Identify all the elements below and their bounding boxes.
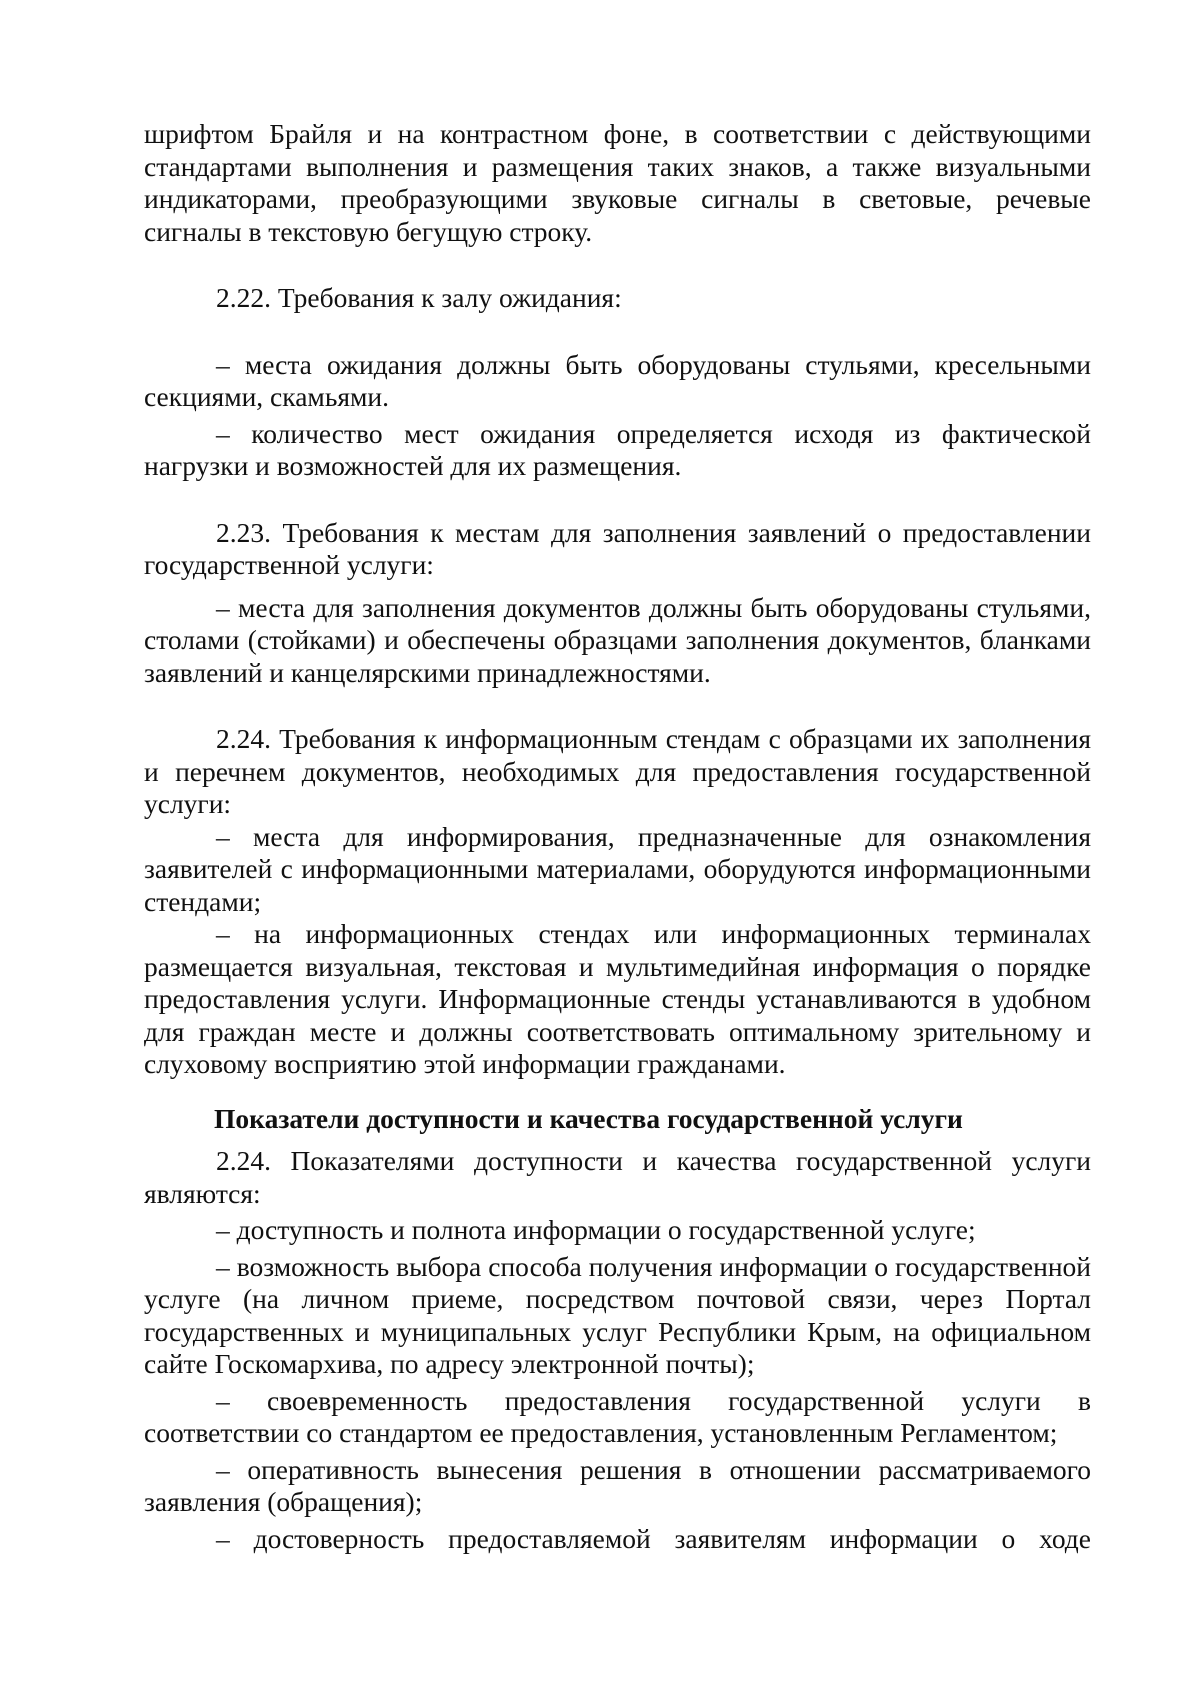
section-heading-accessibility: Показатели доступности и качества государственной услуги	[214, 1102, 963, 1134]
document-page	[144, 118, 1091, 1555]
indicator-item-reliability: – достоверность предоставляемой заявителям информации о ходе	[216, 1522, 1091, 1554]
paragraph-braille: шрифтом Брайля и на контрастном фоне, в соответствии с действующими стандартами выполнения и размещения таких знаков, а также визуальными индикаторами, преобразующими звуковые сигналы в световые, речевые сигналы в текстовую бегущую строку.	[144, 118, 1091, 247]
section-2-24-stands-item-places: – места для информирования, предназначенные для ознакомления заявителей с информационными материалами, оборудуются информационными стендами;	[144, 820, 1091, 917]
section-2-22-item-capacity: – количество мест ожидания определяется исходя из фактической нагрузки и возможностей для их размещения.	[144, 417, 1091, 481]
section-2-22-item-seating: – места ожидания должны быть оборудованы стульями, кресельными секциями, скамьями.	[144, 348, 1091, 412]
section-2-23-item-forms: – места для заполнения документов должны быть оборудованы стульями, столами (стойками) и обеспечены образцами заполнения документов, бланками заявлений и канцелярскими принадлежностями.	[144, 591, 1091, 688]
indicator-item-promptness: – оперативность вынесения решения в отношении рассматриваемого заявления (обращения);	[144, 1453, 1091, 1517]
section-2-23-title: 2.23. Требования к местам для заполнения заявлений о предоставлении государственной услуги:	[144, 516, 1091, 580]
section-2-24-indicators-title: 2.24. Показателями доступности и качества государственной услуги являются:	[144, 1145, 1091, 1209]
indicator-item-choice: – возможность выбора способа получения информации о государственной услуге (на личном приеме, посредством почтовой связи, через Портал государственных и муниципальных услуг Республики Крым, на официальном сайте Госкомархива, по адресу электронной почты);	[144, 1250, 1091, 1379]
indicator-item-timeliness: – своевременность предоставления государственной услуги в соответствии со стандартом ее предоставления, установленным Регламентом;	[144, 1384, 1091, 1448]
section-2-24-stands-title: 2.24. Требования к информационным стендам с образцами их заполнения и перечнем документов, необходимых для предоставления государственной услуги:	[144, 723, 1091, 819]
indicator-item-completeness: – доступность и полнота информации о государственной услуге;	[216, 1214, 976, 1245]
section-2-22-title: 2.22. Требования к залу ожидания:	[216, 282, 622, 313]
section-2-24-stands-item-info: – на информационных стендах или информационных терминалах размещается визуальная, текстовая и мультимедийная информация о порядке предоставления услуги. Информационные стенды устанавливаются в удобном для граждан месте и должны соответствовать оптимальному зрительному и слуховому восприятию этой информации гражданами.	[144, 918, 1091, 1079]
